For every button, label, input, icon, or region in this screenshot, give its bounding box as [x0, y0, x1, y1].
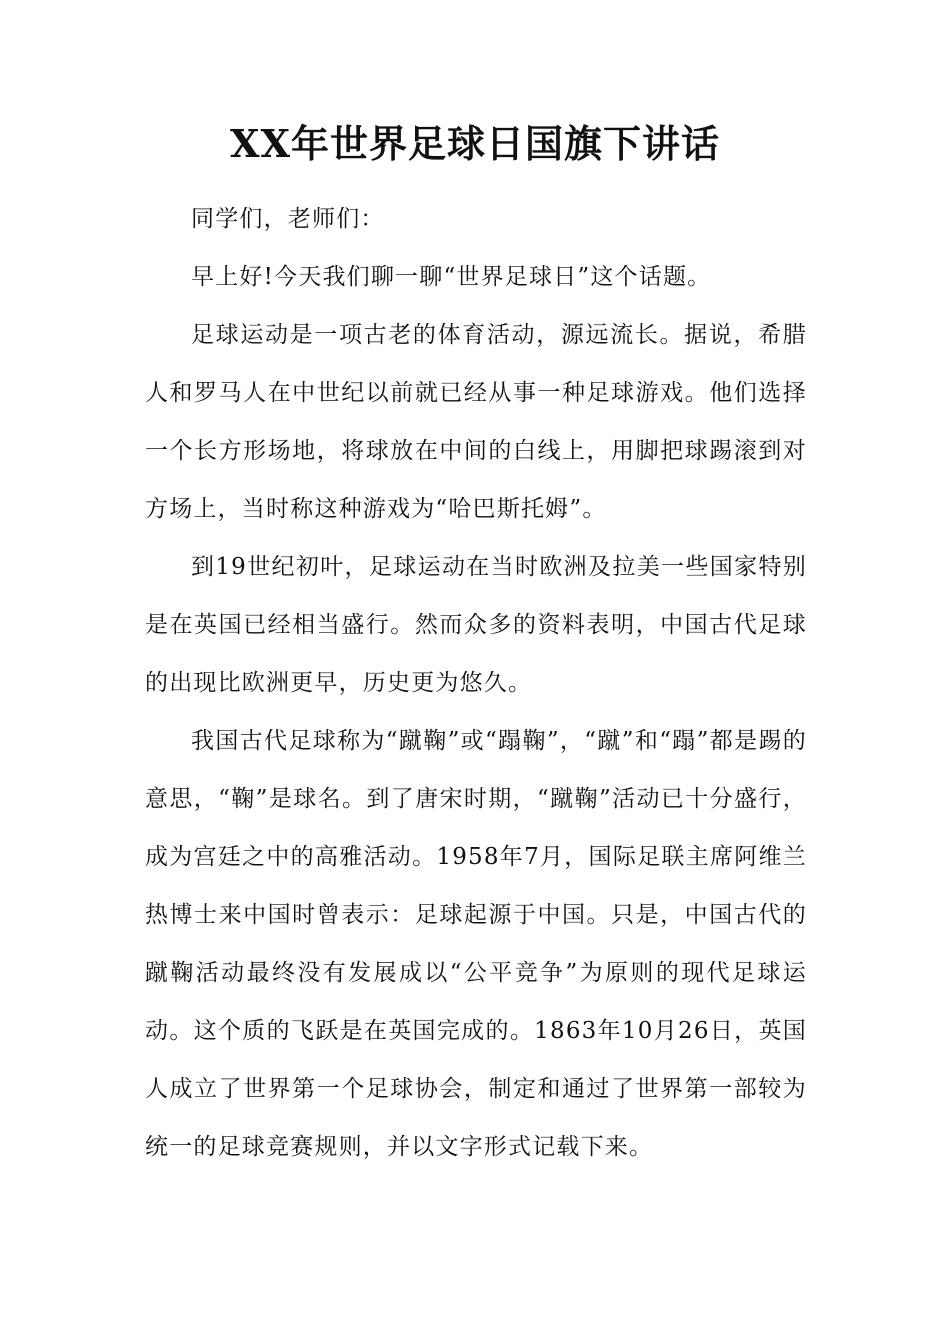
history-paragraph-1: 足球运动是一项古老的体育活动，源远流长。据说，希腊人和罗马人在中世纪以前就已经从事一种足球游戏。他们选择一个长方形场地，将球放在中间的白线上，用脚把球踢滚到对方场上，当时称这种游戏为“哈巴斯托姆”。 — [145, 322, 807, 522]
history-paragraph-2: 到19世纪初叶，足球运动在当时欧洲及拉美一些国家特别是在英国已经相当盛行。然而众多的资料表明，中国古代足球的出现比欧洲更早，历史更为悠久。 — [145, 554, 807, 696]
document-title: XX年世界足球日国旗下讲话 — [230, 121, 720, 166]
greeting-paragraph: 早上好!今天我们聊一聊“世界足球日”这个话题。 — [191, 264, 712, 290]
document-body — [145, 190, 807, 1176]
salutation-paragraph: 同学们，老师们： — [191, 206, 385, 232]
history-paragraph-3: 我国古代足球称为“蹴鞠”或“蹋鞠”，“蹴”和“蹋”都是踢的意思，“鞠”是球名。到了唐宋时期，“蹴鞠”活动已十分盛行，成为宫廷之中的高雅活动。1958年7月，国际足联主席阿维兰热博士来中国时曾表示：足球起源于中国。只是，中国古代的蹴鞠活动最终没有发展成以“公平竞争”为原则的现代足球运动。这个质的飞跃是在英国完成的。1863年10月26日，英国人成立了世界第一个足球协会，制定和通过了世界第一部较为统一的足球竞赛规则，并以文字形式记载下来。 — [145, 728, 807, 1160]
